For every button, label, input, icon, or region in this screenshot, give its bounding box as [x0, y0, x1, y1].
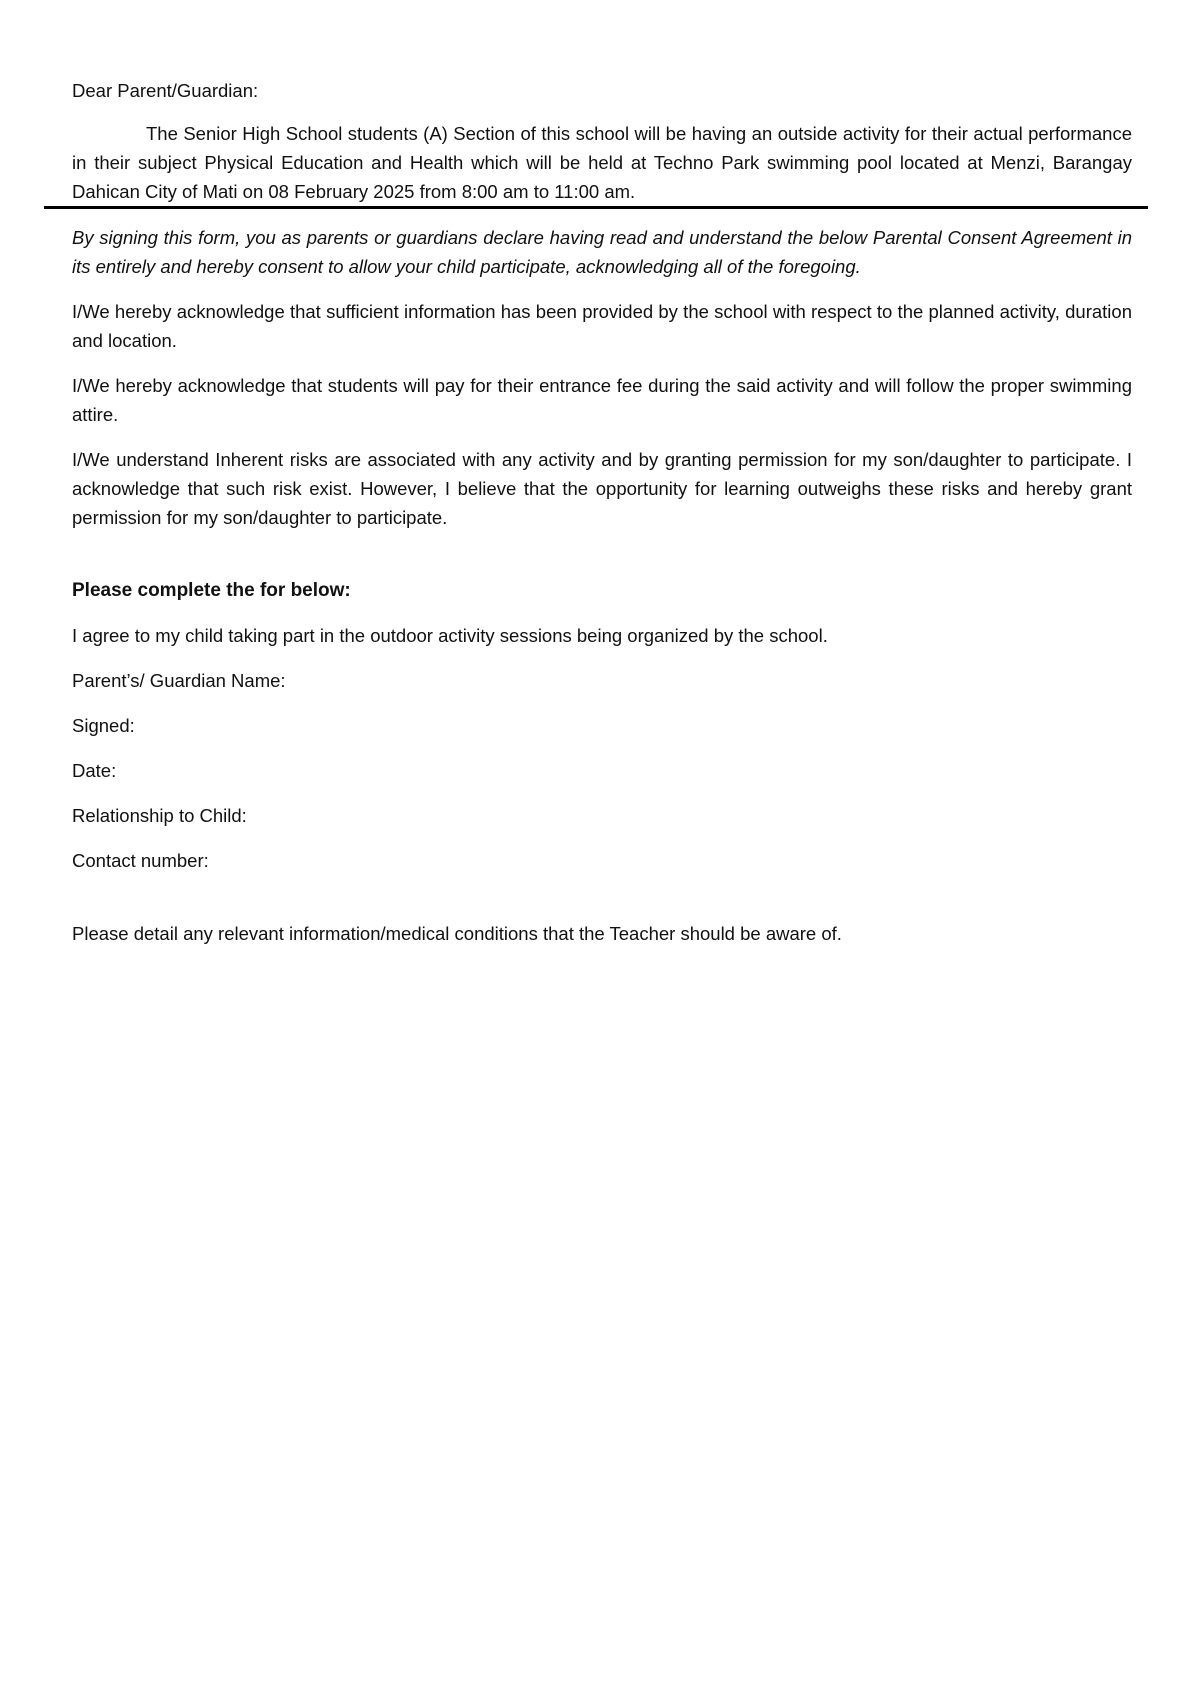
consent-section: [72, 223, 1132, 948]
signed-field: Signed:: [72, 715, 135, 736]
intro-paragraph: The Senior High School students (A) Section of this school will be having an outside activity for their actual performance in their subject Physical Education and Health which will be held at Techno Park swimming pool located at Menzi, Barangay Dahican City of Mati on 08 February 2025 from 8:00 am to 11:00 am.: [72, 123, 1132, 202]
horizontal-divider: [44, 206, 1148, 209]
acknowledgement-risks: I/We understand Inherent risks are associated with any activity and by granting permission for my son/daughter to participate. I acknowledge that such risk exist. However, I believe that the opportunity for learning outweighs these risks and hereby grant permission for my son/daughter to participate.: [72, 449, 1132, 528]
guardian-name-field: Parent’s/ Guardian Name:: [72, 670, 286, 691]
medical-note: Please detail any relevant information/medical conditions that the Teacher should be aware of.: [72, 923, 842, 944]
form-heading: Please complete the for below:: [72, 580, 351, 601]
date-field: Date:: [72, 760, 117, 781]
contact-number-field: Contact number:: [72, 850, 209, 871]
acknowledgement-information: I/We hereby acknowledge that sufficient information has been provided by the school with respect to the planned activity, duration and location.: [72, 301, 1132, 351]
salutation: Dear Parent/Guardian:: [72, 80, 259, 101]
agree-statement: I agree to my child taking part in the outdoor activity sessions being organized by the school.: [72, 625, 828, 646]
acknowledgement-entrance-fee: I/We hereby acknowledge that students will pay for their entrance fee during the said activity and will follow the proper swimming attire.: [72, 375, 1132, 425]
relationship-field: Relationship to Child:: [72, 805, 247, 826]
letter-section: [72, 76, 1132, 206]
consent-note: By signing this form, you as parents or guardians declare having read and understand the below Parental Consent Agreement in its entirely and hereby consent to allow your child participate, acknowledging all of the foregoing.: [72, 227, 1132, 277]
